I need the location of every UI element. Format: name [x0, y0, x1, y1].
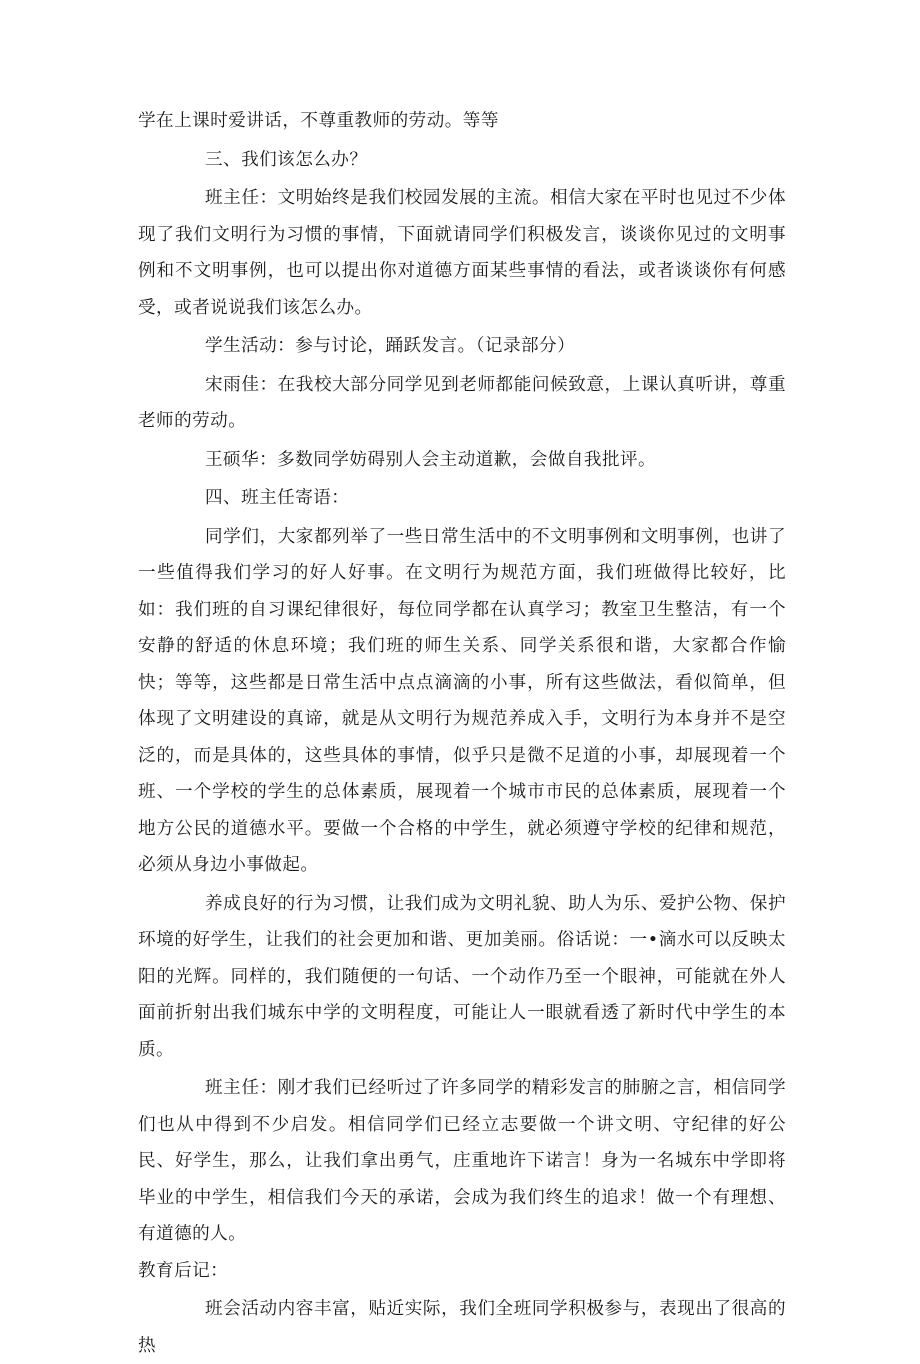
paragraph-song-yujia: 宋雨佳：在我校大部分同学见到老师都能问候致意，上课认真听讲，尊重老师的劳动。 [138, 374, 786, 431]
paragraph-teacher-message: 同学们，大家都列举了一些日常生活中的不文明事例和文明事例，也讲了一些值得我们学习的好人好事。在文明行为规范方面，我们班做得比较好，比如：我们班的自习课纪律很好，每位同学都在认真学习；教室卫生整洁，有一个安静的舒适的休息环境；我们班的师生关系、同学关系很和谐，大家都合作愉快；等等，这些都是日常生活中点点滴滴的小事，所有这些做法，看似简单，但体现了文明建设的真谛，就是从文明行为规范养成入手，文明行为本身并不是空泛的，而是具体的，这些具体的事情，似乎只是微不足道的小事，却展现着一个班、一个学校的学生的总体素质，展现着一个城市市民的总体素质，展现着一个地方公民的道德水平。要做一个合格的中学生，就必须遵守学校的纪律和规范，必须从身边小事做起。 [138, 526, 786, 875]
paragraph-student-activity: 学生活动：参与讨论，踊跃发言。（记录部分） [205, 336, 576, 356]
paragraph-postscript: 班会活动内容丰富，贴近实际，我们全班同学积极参与，表现出了很高的热 [138, 1299, 786, 1356]
document-body [138, 103, 786, 1364]
paragraph-teacher-closing: 班主任：刚才我们已经听过了许多同学的精彩发言的肺腑之言，相信同学们也从中得到不少启发。相信同学们已经立志要做一个讲文明、守纪律的好公民、好学生，那么，让我们拿出勇气，庄重地许下诺言！身为一名城东中学即将毕业的中学生，相信我们今天的承诺，会成为我们终生的追求！做一个有理想、有道德的人。 [138, 1078, 786, 1244]
section-heading-three: 三、我们该怎么办？ [205, 149, 368, 170]
paragraph-wang-shuohua: 王硕华：多数同学妨碍别人会主动道歉，会做自我批评。 [205, 449, 657, 470]
paragraph-continuation: 学在上课时爱讲话，不尊重教师的劳动。等等 [138, 111, 499, 131]
section-heading-postscript: 教育后记： [138, 1260, 229, 1281]
paragraph-good-habits: 养成良好的行为习惯，让我们成为文明礼貌、助人为乐、爱护公物、保护环境的好学生，让我们的社会更加和谐、更加美丽。俗话说：一•滴水可以反映太阳的光辉。同样的，我们随便的一句话、一个动作乃至一个眼神，可能就在外人面前折射出我们城东中学的文明程度，可能让人一眼就看透了新时代中学生的本质。 [138, 893, 786, 1060]
paragraph-teacher-intro: 班主任：文明始终是我们校园发展的主流。相信大家在平时也见过不少体现了我们文明行为习惯的事情，下面就请同学们积极发言，谈谈你见过的文明事例和不文明事例，也可以提出你对道德方面某些事情的看法，或者谈谈你有何感受，或者说说我们该怎么办。 [138, 188, 786, 318]
section-heading-four: 四、班主任寄语： [205, 488, 350, 508]
